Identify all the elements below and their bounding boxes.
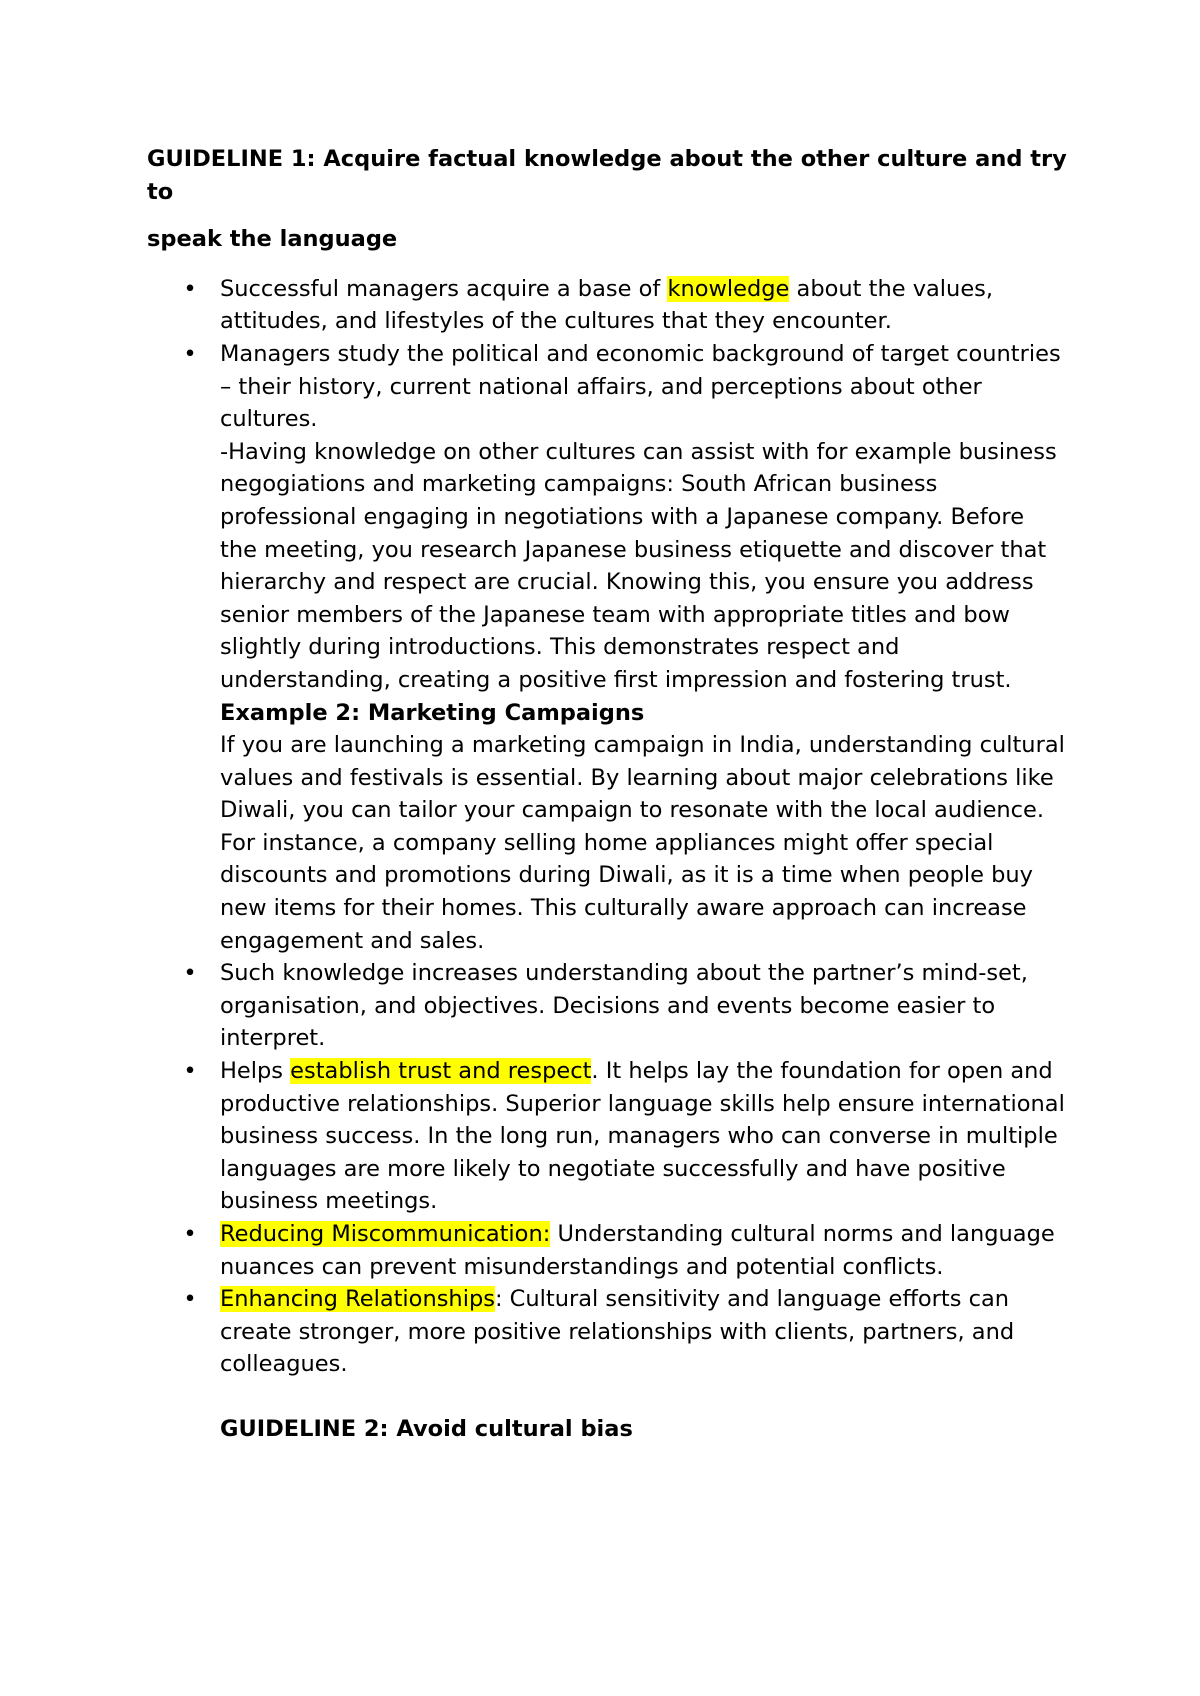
bullet-dot-icon: •	[183, 275, 197, 302]
bullet-trust-text-after: . It helps lay the foundation for open and productive relationships. Superior language skills help ensure international business success. In the long run, managers who can converse in multiple languages are more likely to negotiate successfully and have positive business meetings.	[220, 1058, 1065, 1215]
highlight-enhancing-relationships: Enhancing Relationships	[220, 1286, 495, 1313]
bullet-miscommunication-text: Understanding cultural norms and language nuances can prevent misunderstandings and potential conflicts.	[220, 1221, 1055, 1280]
guideline-2-heading-text: GUIDELINE 2: Avoid cultural bias	[220, 1415, 633, 1442]
guideline-1-heading-continuation-text: speak the language	[147, 226, 398, 253]
bullet-dot-icon: •	[183, 1221, 197, 1247]
highlight-establish-trust: establish trust and respect	[290, 1058, 592, 1085]
bullet-political-text: Managers study the political and economic background of target countries – their history, current national affairs, and perceptions about other cultures.	[220, 340, 1061, 433]
bullet-trust-text-before: Helps	[220, 1058, 291, 1085]
bullet-reducing-miscommunication	[183, 1218, 1067, 1283]
example-negotiations-paragraph: -Having knowledge on other cultures can assist with for example business negogiations and marketing campaigns: South African business professional engaging in negotiations with a Japanese company. Before the meeting, you research Japanese business etiquette and discover that hierarchy and respect are crucial. Knowing this, you ensure you address senior members of the Japanese team with appropriate titles and bow slightly during introductions. This demonstrates respect and understanding, creating a positive first impression and fostering trust.	[220, 438, 1057, 693]
highlight-reducing-miscommunication: Reducing Miscommunication:	[220, 1221, 551, 1247]
highlight-knowledge: knowledge	[667, 275, 790, 302]
guideline-1-heading-text: GUIDELINE 1: Acquire factual knowledge about the other culture and try to	[147, 146, 1067, 205]
document-body	[147, 143, 1067, 1446]
guideline-1-bullet-list	[147, 273, 1067, 1381]
guideline-1-heading	[147, 143, 1067, 208]
bullet-dot-icon: •	[183, 1286, 197, 1313]
bullet-dot-icon: •	[183, 1058, 197, 1085]
guideline-2-heading	[220, 1413, 1067, 1446]
bullet-dot-icon: •	[183, 960, 197, 987]
bullet-political-background	[183, 338, 1067, 957]
bullet-knowledge-text-after: about the values, attitudes, and lifestyles of the cultures that they encounter.	[220, 275, 994, 335]
bullet-trust-respect	[183, 1055, 1067, 1218]
example-2-title: Example 2: Marketing Campaigns	[220, 699, 645, 726]
bullet-understanding-partner	[183, 957, 1067, 1055]
guideline-1-heading-continuation	[147, 223, 1067, 256]
bullet-dot-icon: •	[183, 340, 197, 367]
example-2-paragraph: If you are launching a marketing campaign in India, understanding cultural values and festivals is essential. By learning about major celebrations like Diwali, you can tailor your campaign to resonate with the local audience. For instance, a company selling home appliances might offer special discounts and promotions during Diwali, as it is a time when people buy new items for their homes. This culturally aware approach can increase engagement and sales.	[220, 732, 1065, 954]
bullet-knowledge	[183, 273, 1067, 338]
bullet-knowledge-text-before: Successful managers acquire a base of	[220, 275, 668, 302]
bullet-enhancing-relationships	[183, 1283, 1067, 1381]
bullet-relationships-text: : Cultural sensitivity and language efforts can create stronger, more positive relationships with clients, partners, and colleagues.	[220, 1286, 1015, 1378]
bullet-understanding-partner-text: Such knowledge increases understanding about the partner’s mind-set, organisation, and objectives. Decisions and events become easier to interpret.	[220, 960, 1028, 1052]
